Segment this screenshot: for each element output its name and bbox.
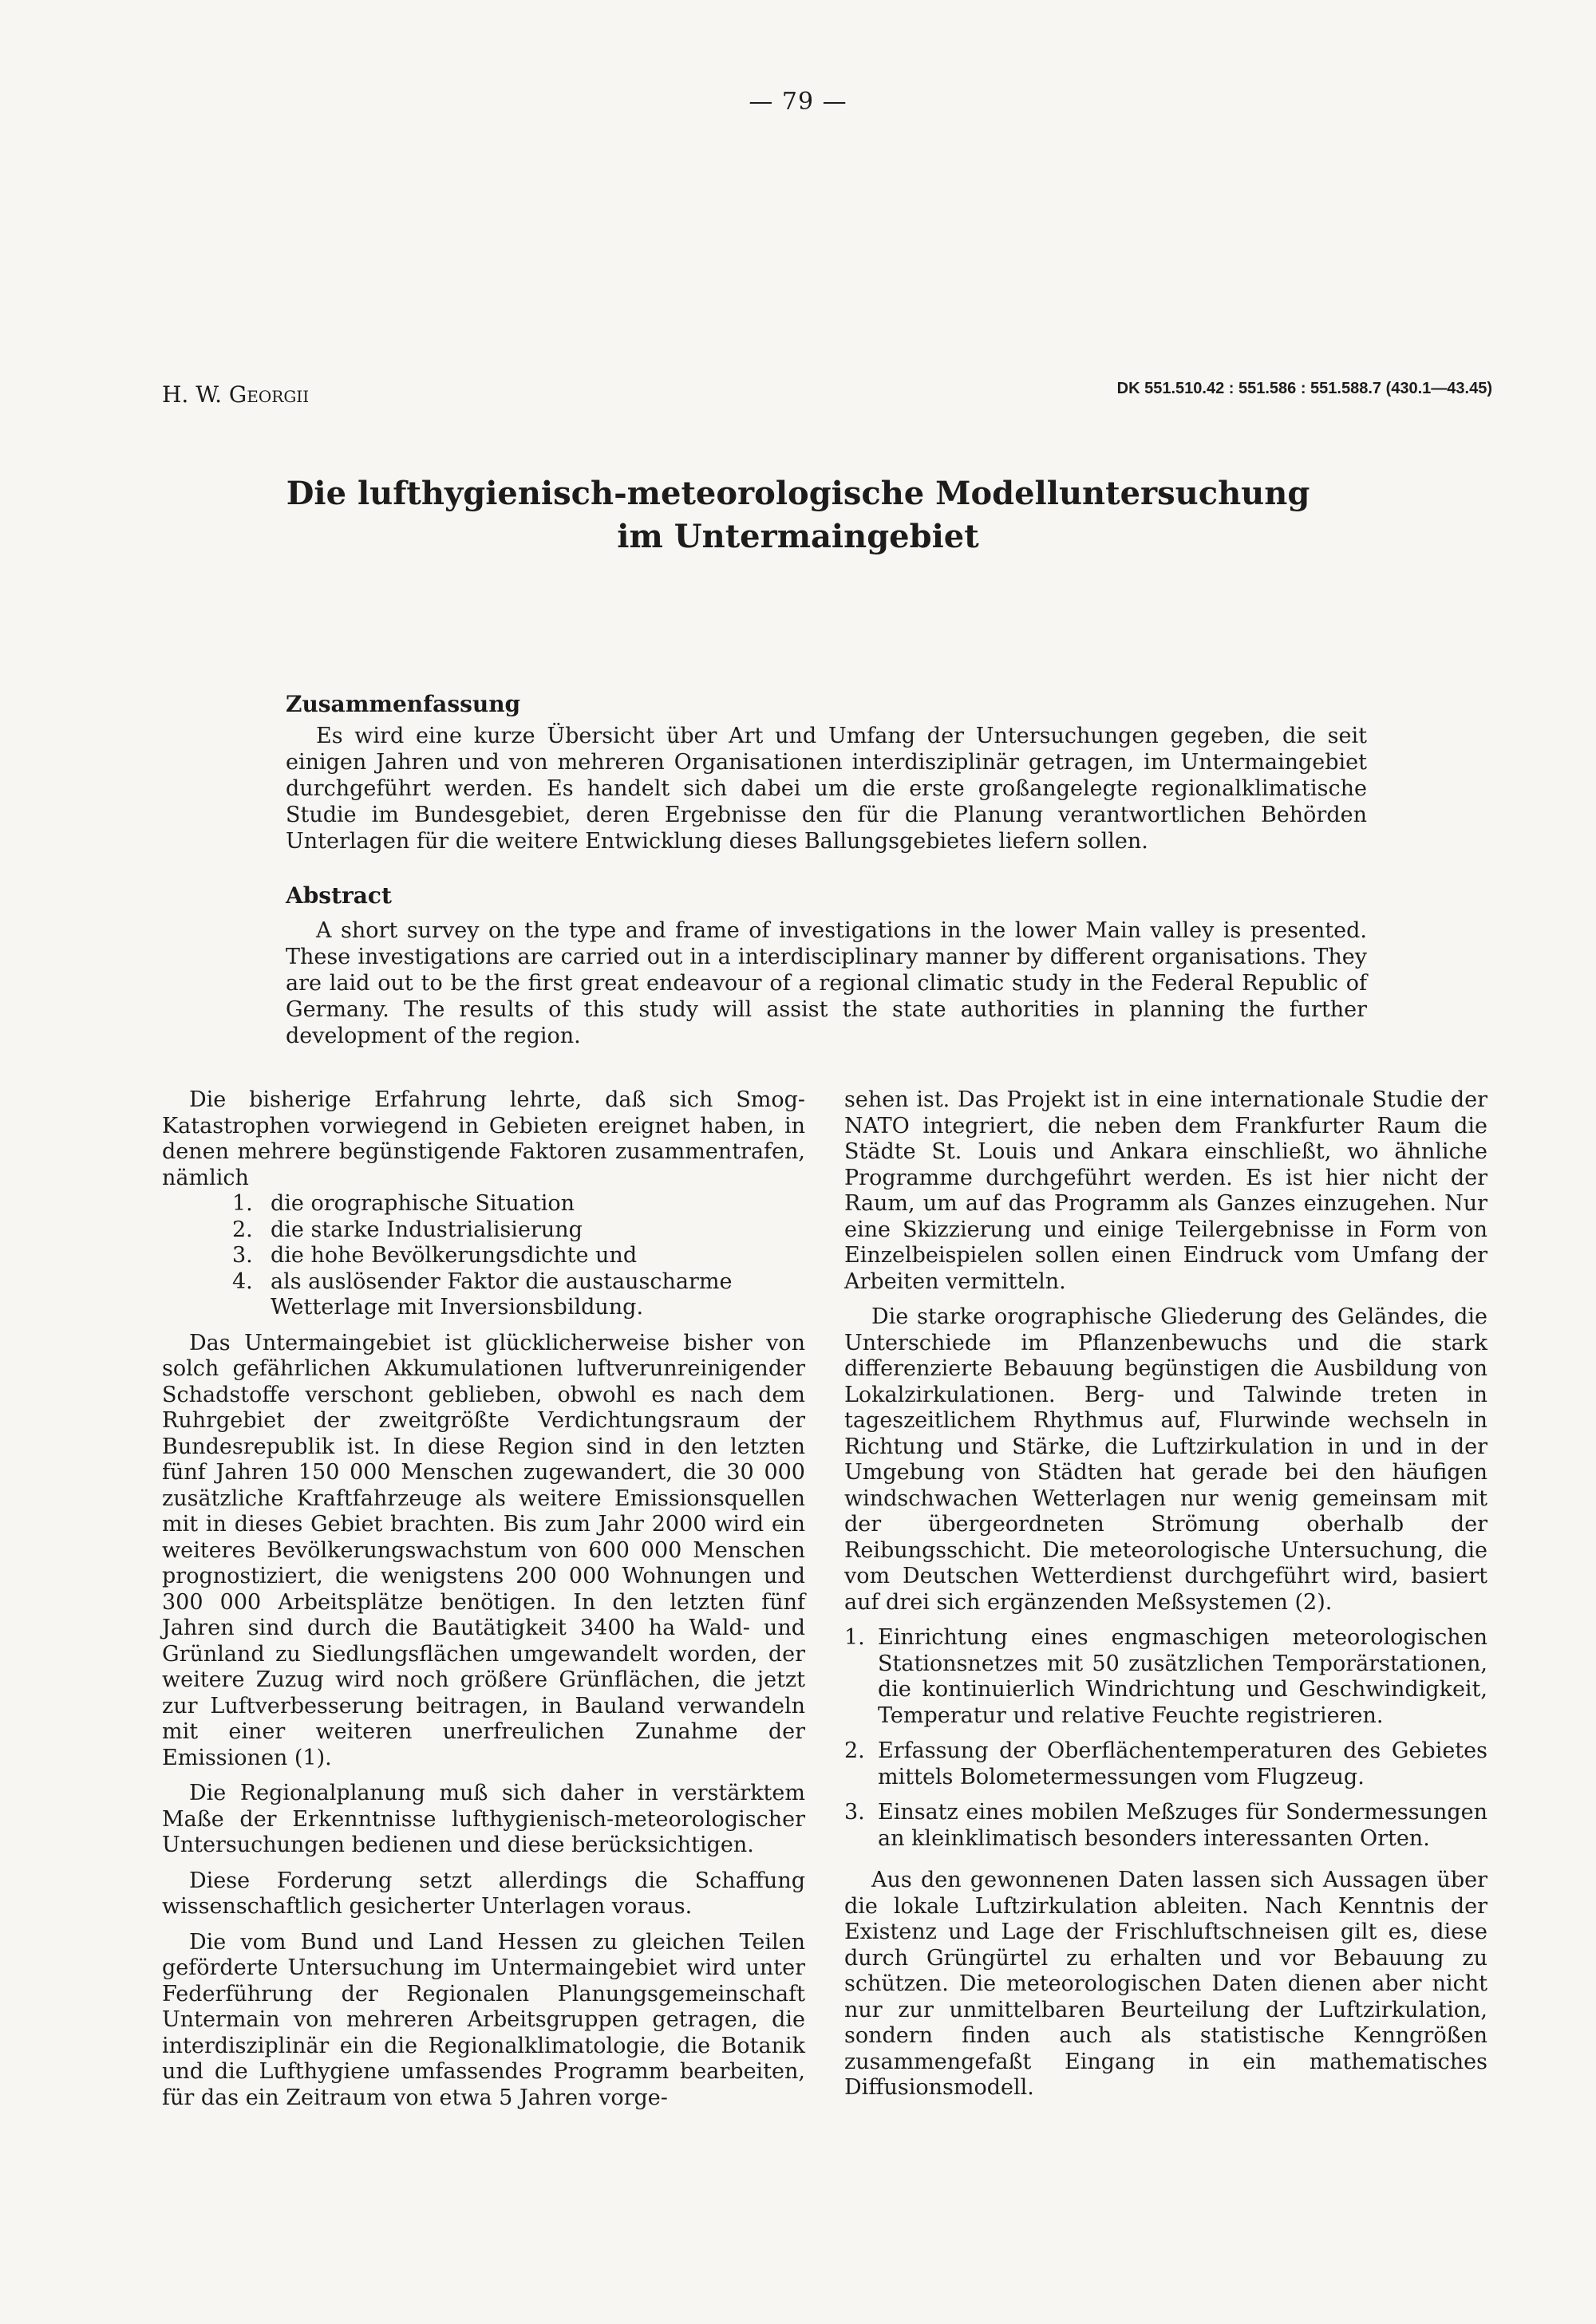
paragraph: Die vom Bund und Land Hessen zu gleichen Teilen geförderte Untersuchung im Untermaingebiet wird unter Federführung der Regionalen Planungsgemeinschaft Untermain von mehreren Arbeitsgruppen getragen, die interdisziplinär ein die Regionalklimatologie, die Botanik und die Lufthygiene umfassendes Programm bearbeiten, für das ein Zeitraum von etwa 5 Jahren vorge-	[162, 1929, 805, 2110]
paragraph: Diese Forderung setzt allerdings die Schaffung wissenschaftlich gesicherter Unterlagen voraus.	[162, 1868, 805, 1919]
list-item: 1. Einrichtung eines engmaschigen meteorologischen Stationsnetzes mit 50 zusätzlichen Temporärstationen, die kontinuierlich Windrichtung und Geschwindigkeit, Temperatur und relative Feuchte registrieren.	[844, 1625, 1487, 1728]
list-item: 3. die hohe Bevölkerungsdichte und	[232, 1243, 638, 1268]
abstract-heading: Abstract	[286, 882, 392, 909]
list-item: 2. Erfassung der Oberflächentemperaturen des Gebietes mittels Bolometermessungen vom Flugzeug.	[844, 1738, 1487, 1789]
paragraph: Das Untermaingebiet ist glücklicherweise bisher von solch gefährlichen Akkumulationen luftverunreinigender Schadstoffe verschont geblieben, obwohl es nach dem Ruhrgebiet der zweitgrößte Verdichtungsraum der Bundesrepublik ist. In diese Region sind in den letzten fünf Jahren 150 000 Menschen zugewandert, die 30 000 zusätzliche Kraftfahrzeuge als weitere Emissionsquellen mit in dieses Gebiet brachten. Bis zum Jahr 2000 wird ein weiteres Bevölkerungswachstum von 600 000 Menschen prognostiziert, die wenigstens 200 000 Wohnungen und 300 000 Arbeitsplätze benötigen. In den letzten fünf Jahren sind durch die Bautätigkeit 3400 ha Wald- und Grünland zu Siedlungsflächen umgewandelt worden, der weitere Zuzug wird noch größere Grünflächen, die jetzt zur Luftverbesserung beitragen, in Bauland verwandeln mit einer weiteren unerfreulichen Zunahme der Emissionen (1).	[162, 1330, 805, 1770]
page-number: — 79 —	[749, 88, 847, 116]
list-item: 4. als auslösender Faktor die austauscharme Wetterlage mit Inversionsbildung.	[232, 1269, 733, 1320]
factor-list	[162, 1191, 805, 1321]
list-item: 1. die orographische Situation	[232, 1191, 575, 1216]
title-line-2: im Untermaingebiet	[617, 518, 979, 555]
right-column	[844, 1087, 1487, 2101]
zusammenfassung-text	[286, 723, 1367, 854]
abstract-text	[286, 917, 1367, 1049]
measurement-list	[844, 1625, 1487, 1852]
dk-classification: DK 551.510.42 : 551.586 : 551.588.7 (430.1—43.45)	[1116, 380, 1492, 397]
title-line-1: Die lufthygienisch-meteorologische Modelluntersuchung	[286, 475, 1310, 512]
list-item: 2. die starke Industrialisierung	[232, 1217, 583, 1242]
paragraph: sehen ist. Das Projekt ist in eine internationale Studie der NATO integriert, die neben dem Frankfurter Raum die Städte St. Louis und Ankara einschließt, wo ähnliche Programme durchgeführt werden. Es ist hier nicht der Raum, um auf das Programm als Ganzes einzugehen. Nur eine Skizzierung und einige Teilergebnisse in Form von Einzelbeispielen sollen einen Eindruck vom Umfang der Arbeiten vermitteln.	[844, 1087, 1487, 1294]
author: H. W. Georgii	[162, 381, 310, 408]
paragraph: Die bisherige Erfahrung lehrte, daß sich Smog-Katastrophen vorwiegend in Gebieten ereignet haben, in denen mehrere begünstigende Faktoren zusammentrafen, nämlich	[162, 1087, 805, 1190]
zusammenfassung-paragraph: Es wird eine kurze Übersicht über Art und Umfang der Untersuchungen gegeben, die seit einigen Jahren und von mehreren Organisationen interdisziplinär getragen, im Untermaingebiet durchgeführt werden. Es handelt sich dabei um die erste großangelegte regionalklimatische Studie im Bundesgebiet, deren Ergebnisse den für die Planung verantwortlichen Behörden Unterlagen für die weitere Entwicklung dieses Ballungsgebietes liefern sollen.	[286, 724, 1367, 854]
zusammenfassung-heading: Zusammenfassung	[286, 691, 521, 717]
paragraph: Die starke orographische Gliederung des Geländes, die Unterschiede im Pflanzenbewuchs und die stark differenzierte Bebauung begünstigen die Ausbildung von Lokalzirkulationen. Berg- und Talwinde treten in tageszeitlichem Rhythmus auf, Flurwinde wechseln in Richtung und Stärke, die Luftzirkulation in und in der Umgebung von Städten hat gerade bei den häufigen windschwachen Wetterlagen nur wenig gemeinsam mit der übergeordneten Strömung oberhalb der Reibungsschicht. Die meteorologische Untersuchung, die vom Deutschen Wetterdienst durchgeführt wird, basiert auf drei sich ergänzenden Meßsystemen (2).	[844, 1304, 1487, 1615]
list-item: 3. Einsatz eines mobilen Meßzuges für Sondermessungen an kleinklimatisch besonders interessanten Orten.	[844, 1800, 1487, 1851]
paragraph: Die Regionalplanung muß sich daher in verstärktem Maße der Erkenntnisse lufthygienisch-meteorologischer Untersuchungen bedienen und diese berücksichtigen.	[162, 1781, 805, 1857]
left-column	[162, 1087, 805, 2111]
abstract-paragraph: A short survey on the type and frame of investigations in the lower Main valley is presented. These investigations are carried out in a interdisciplinary manner by different organisations. They are laid out to be the first great endeavour of a regional climatic study in the Federal Republic of Germany. The results of this study will assist the state authorities in planning the further development of the region.	[286, 918, 1367, 1048]
article-title	[0, 472, 1596, 558]
paragraph: Aus den gewonnenen Daten lassen sich Aussagen über die lokale Luftzirkulation ableiten. Nach Kenntnis der Existenz und Lage der Frischluftschneisen gilt es, diese durch Grüngürtel zu erhalten und vor Bebauung zu schützen. Die meteorologischen Daten dienen aber nicht nur zur unmittelbaren Beurteilung der Luftzirkulation, sondern finden auch als statistische Kenngrößen zusammengefaßt Eingang in ein mathematisches Diffusionsmodell.	[844, 1868, 1487, 2100]
